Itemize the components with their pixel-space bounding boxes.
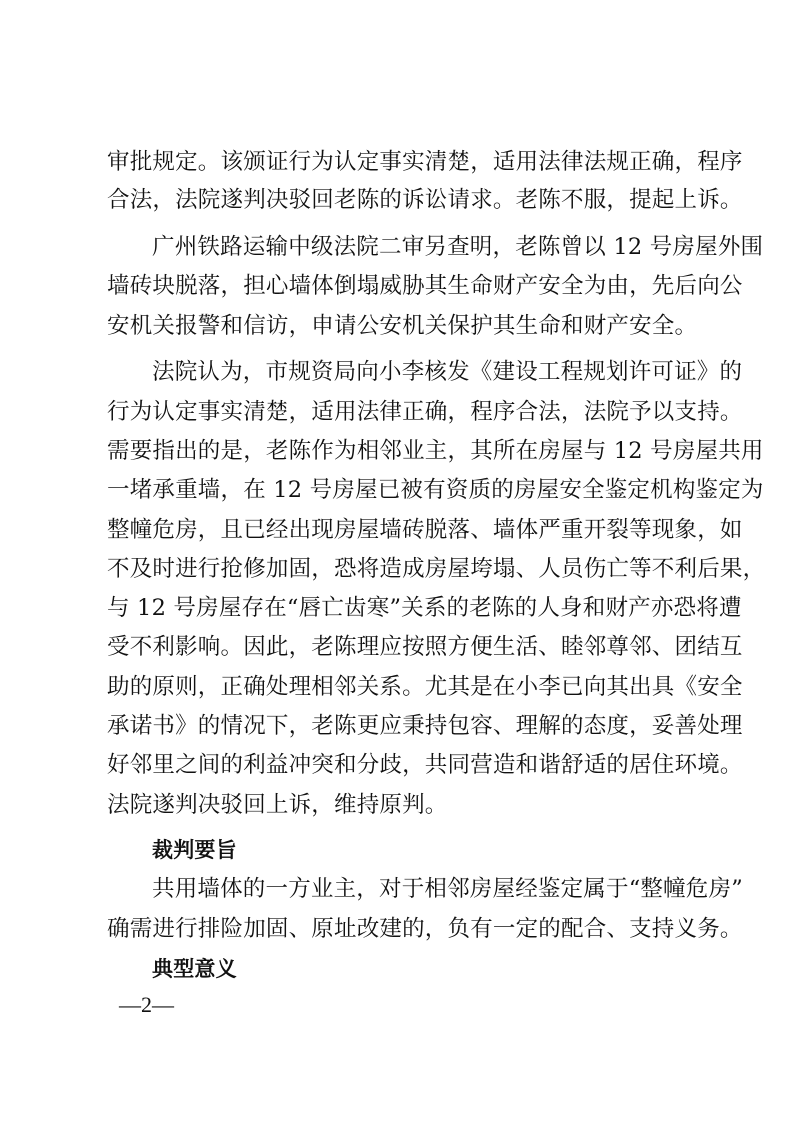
body-text-line: 助的原则，正确处理相邻关系。尤其是在小李已向其出具《安全 xyxy=(107,674,743,700)
body-text-line: 一堵承重墙，在 12 号房屋已被有资质的房屋安全鉴定机构鉴定为 xyxy=(107,477,764,503)
body-text-line: 与 12 号房屋存在“唇亡齿寒”关系的老陈的人身和财产亦恐将遭 xyxy=(107,595,742,621)
section-heading-significance: 典型意义 xyxy=(152,957,237,981)
body-text-line: 合法，法院遂判决驳回老陈的诉讼请求。老陈不服，提起上诉。 xyxy=(107,187,743,213)
body-text-line: 墙砖块脱落，担心墙体倒塌威胁其生命财产安全为由，先后向公 xyxy=(107,273,743,299)
body-text-line: 受不利影响。因此，老陈理应按照方便生活、睦邻尊邻、团结互 xyxy=(107,634,743,660)
body-text-line: 广州铁路运输中级法院二审另查明，老陈曾以 12 号房屋外围 xyxy=(152,234,764,260)
body-text-line: 不及时进行抢修加固，恐将造成房屋垮塌、人员伤亡等不利后果， xyxy=(107,556,766,582)
body-text-line: 行为认定事实清楚，适用法律正确，程序合法，法院予以支持。 xyxy=(107,399,743,425)
page-number: —2— xyxy=(119,992,174,1017)
body-text-line: 安机关报警和信访，申请公安机关保护其生命和财产安全。 xyxy=(107,313,698,339)
body-text-line: 好邻里之间的利益冲突和分歧，共同营造和谐舒适的居住环境。 xyxy=(107,752,743,778)
body-text-line: 整幢危房，且已经出现房屋墙砖脱落、墙体严重开裂等现象，如 xyxy=(107,517,743,543)
section-heading-judgment: 裁判要旨 xyxy=(152,838,237,862)
body-text-line: 法院遂判决驳回上诉，维持原判。 xyxy=(107,792,448,818)
body-text-line: 需要指出的是，老陈作为相邻业主，其所在房屋与 12 号房屋共用 xyxy=(107,438,764,464)
body-text-line: 承诺书》的情况下，老陈更应秉持包容、理解的态度，妥善处理 xyxy=(107,713,743,739)
body-text-line: 法院认为，市规资局向小李核发《建设工程规划许可证》的 xyxy=(152,359,743,385)
body-text-line: 共用墙体的一方业主，对于相邻房屋经鉴定属于“整幢危房” xyxy=(152,876,743,902)
body-text-line: 确需进行排险加固、原址改建的，负有一定的配合、支持义务。 xyxy=(107,916,743,942)
body-text-line: 审批规定。该颁证行为认定事实清楚，适用法律法规正确，程序 xyxy=(107,149,743,175)
